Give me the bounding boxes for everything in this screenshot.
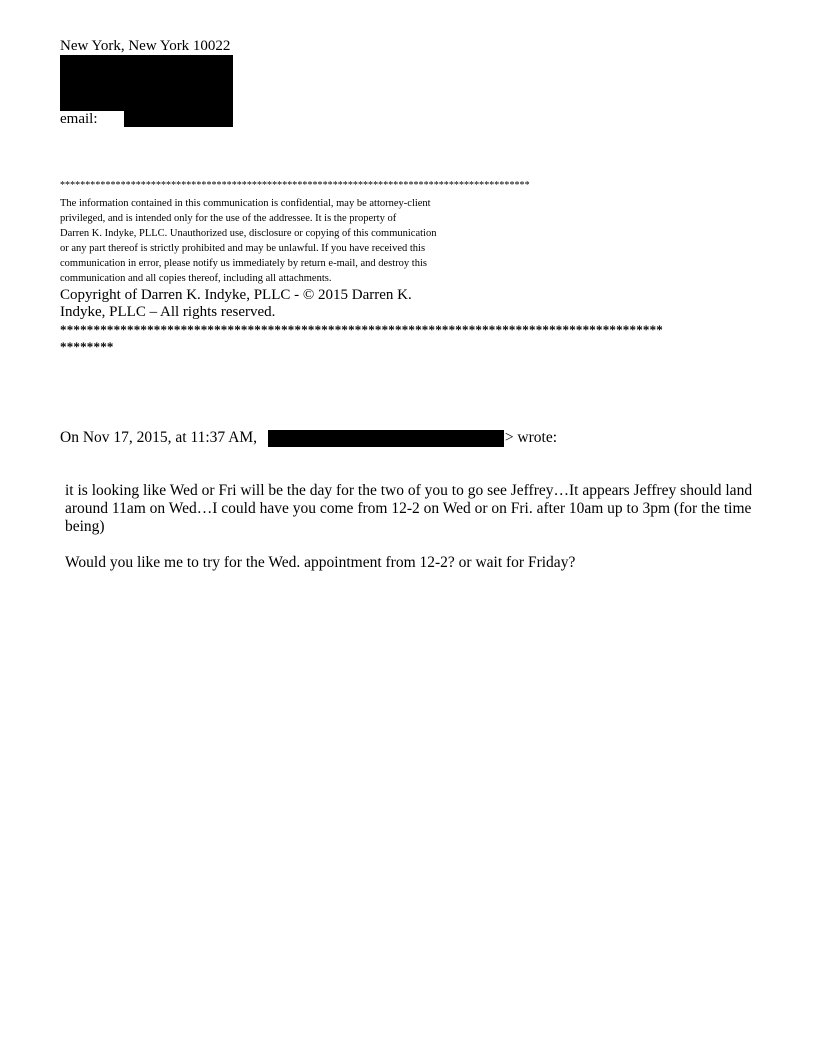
message-paragraph: it is looking like Wed or Fri will be the day for the two of you to go see Jeffrey…It appears Jeffrey should land around 11am on Wed…I could have you come from 12-2 on Wed or on Fri. after 10am up to 3pm (for the time being) (65, 482, 753, 535)
quoted-message-body (65, 482, 765, 590)
message-paragraph: Would you like me to try for the Wed. appointment from 12-2? or wait for Friday? (65, 554, 576, 571)
notice-line: communication in error, please notify us immediately by return e-mail, and destroy this (60, 258, 427, 269)
notice-line: The information contained in this communication is confidential, may be attorney-client (60, 198, 431, 209)
stars-line: ******** (60, 339, 114, 354)
redaction-block-sender (268, 430, 504, 447)
address-line: New York, New York 10022 (60, 38, 231, 54)
separator-stars-bottom (60, 321, 663, 355)
quoted-header-wrote: > wrote: (504, 429, 558, 446)
notice-line: Darren K. Indyke, PLLC. Unauthorized use, disclosure or copying of this communication (60, 228, 437, 239)
redaction-block-phone (60, 55, 233, 111)
redaction-block-email (124, 111, 233, 127)
copyright-notice (60, 287, 412, 321)
confidentiality-notice (60, 196, 530, 286)
copyright-line: Indyke, PLLC – All rights reserved. (60, 304, 276, 320)
stars-line: ****************************************************************************************** (60, 322, 663, 337)
quoted-header-date: On Nov 17, 2015, at 11:37 AM, (60, 429, 258, 446)
notice-line: or any part thereof is strictly prohibited and may be unlawful. If you have received this (60, 243, 426, 254)
email-label: email: (60, 111, 98, 127)
copyright-line: Copyright of Darren K. Indyke, PLLC - © 2015 Darren K. (60, 287, 412, 303)
notice-line: privileged, and is intended only for the use of the addressee. It is the property of (60, 213, 397, 224)
separator-stars-top: ********************************************************************************************* (60, 180, 530, 191)
notice-line: communication and all copies thereof, including all attachments. (60, 273, 332, 284)
